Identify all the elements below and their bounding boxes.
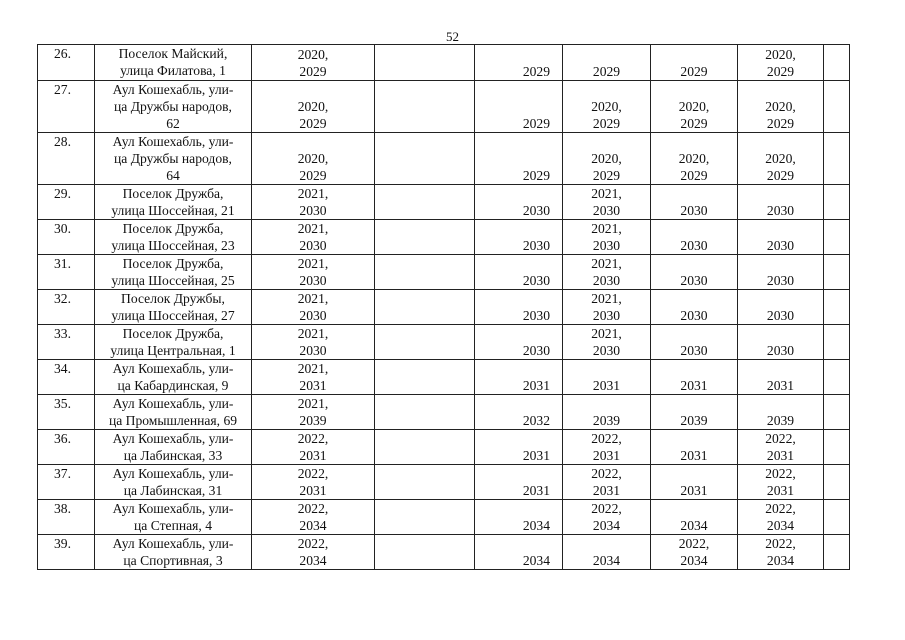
year-cell-text: 2031 — [522, 483, 550, 498]
year-cell — [738, 220, 824, 255]
year-cell-text: 2030 — [766, 308, 795, 323]
blank-cell — [824, 465, 850, 500]
year-cell-text: 2034 — [522, 518, 550, 533]
blank-cell — [824, 255, 850, 290]
table-row — [38, 325, 850, 360]
table-row — [38, 500, 850, 535]
row-number-cell — [38, 325, 95, 360]
year-cell — [738, 430, 824, 465]
years-cell — [252, 430, 375, 465]
year-cell — [475, 81, 563, 133]
year-cell — [563, 360, 651, 395]
year-cell-text: 2020, 2029 — [591, 151, 622, 183]
blank-cell — [375, 255, 475, 290]
years-cell — [252, 395, 375, 430]
blank-cell — [375, 500, 475, 535]
year-cell-text: 2022, 2034 — [591, 501, 622, 533]
year-cell-text: 2031 — [522, 378, 550, 393]
row-number-cell-text: 35. — [54, 396, 71, 411]
year-cell — [563, 325, 651, 360]
year-cell-text: 2030 — [766, 343, 795, 358]
year-cell — [563, 395, 651, 430]
blank-cell — [824, 325, 850, 360]
year-cell — [651, 185, 738, 220]
blank-cell — [824, 500, 850, 535]
table-row — [38, 133, 850, 185]
years-cell-text: 2022, 2031 — [297, 431, 329, 463]
address-cell-text: Поселок Дружба, улица Шоссейная, 23 — [111, 221, 235, 253]
address-cell — [95, 395, 252, 430]
blank-cell — [375, 360, 475, 395]
table-row — [38, 290, 850, 325]
row-number-cell — [38, 290, 95, 325]
year-cell-text: 2020, 2029 — [678, 151, 710, 183]
year-cell-text: 2034 — [680, 518, 708, 533]
table-row — [38, 45, 850, 81]
years-cell — [252, 45, 375, 81]
year-cell — [738, 465, 824, 500]
address-cell — [95, 360, 252, 395]
year-cell-text: 2021, 2030 — [591, 326, 622, 358]
year-cell — [475, 430, 563, 465]
address-cell — [95, 535, 252, 570]
year-cell — [475, 360, 563, 395]
year-cell — [563, 500, 651, 535]
year-cell — [651, 220, 738, 255]
address-cell-text: Аул Кошехабль, ули- ца Промышленная, 69 — [108, 396, 238, 428]
blank-cell — [824, 185, 850, 220]
address-cell-text: Аул Кошехабль, ули- ца Лабинская, 31 — [112, 466, 234, 498]
years-cell-text: 2022, 2034 — [297, 536, 329, 568]
year-cell-text: 2021, 2030 — [591, 291, 622, 323]
year-cell — [651, 430, 738, 465]
row-number-cell — [38, 535, 95, 570]
blank-cell — [824, 395, 850, 430]
years-cell-text: 2021, 2030 — [297, 221, 329, 253]
blank-cell — [824, 535, 850, 570]
year-cell-text: 2029 — [592, 64, 621, 79]
address-cell — [95, 133, 252, 185]
blank-cell — [824, 220, 850, 255]
years-cell — [252, 133, 375, 185]
row-number-cell-text: 29. — [54, 186, 71, 201]
address-cell-text: Аул Кошехабль, ули- ца Степная, 4 — [112, 501, 234, 533]
year-cell — [738, 45, 824, 81]
blank-cell — [375, 290, 475, 325]
row-number-cell-text: 36. — [54, 431, 71, 446]
row-number-cell-text: 33. — [54, 326, 71, 341]
row-number-cell-text: 27. — [54, 82, 71, 97]
blank-cell — [824, 45, 850, 81]
year-cell-text: 2021, 2030 — [591, 256, 622, 288]
year-cell-text: 2030 — [680, 273, 708, 288]
year-cell-text: 2029 — [522, 64, 550, 79]
year-cell — [738, 185, 824, 220]
blank-cell — [375, 535, 475, 570]
years-cell-text: 2021, 2030 — [297, 256, 329, 288]
address-cell-text: Аул Кошехабль, ули- ца Кабардинская, 9 — [112, 361, 234, 393]
blank-cell — [375, 81, 475, 133]
blank-cell — [824, 430, 850, 465]
year-cell — [563, 45, 651, 81]
year-cell — [475, 290, 563, 325]
years-cell — [252, 465, 375, 500]
row-number-cell — [38, 360, 95, 395]
year-cell-text: 2030 — [766, 273, 795, 288]
year-cell-text: 2029 — [680, 64, 708, 79]
year-cell — [475, 45, 563, 81]
year-cell — [738, 500, 824, 535]
address-cell — [95, 290, 252, 325]
address-cell-text: Аул Кошехабль, ули- ца Спортивная, 3 — [112, 536, 234, 568]
year-cell — [563, 133, 651, 185]
year-cell — [738, 535, 824, 570]
year-cell-text: 2022, 2031 — [765, 431, 796, 463]
address-cell — [95, 81, 252, 133]
year-cell — [563, 185, 651, 220]
year-cell — [738, 325, 824, 360]
year-cell-text: 2030 — [680, 203, 708, 218]
blank-cell — [375, 325, 475, 360]
year-cell-text: 2030 — [766, 203, 795, 218]
blank-cell — [824, 133, 850, 185]
blank-cell — [375, 45, 475, 81]
year-cell-text: 2020, 2029 — [765, 47, 796, 79]
years-cell — [252, 535, 375, 570]
row-number-cell-text: 37. — [54, 466, 71, 481]
row-number-cell — [38, 220, 95, 255]
address-cell — [95, 185, 252, 220]
years-cell — [252, 500, 375, 535]
year-cell-text: 2030 — [522, 343, 550, 358]
address-cell — [95, 430, 252, 465]
row-number-cell — [38, 465, 95, 500]
blank-cell — [824, 81, 850, 133]
blank-cell — [375, 133, 475, 185]
address-cell — [95, 465, 252, 500]
year-cell-text: 2030 — [522, 308, 550, 323]
row-number-cell-text: 34. — [54, 361, 71, 376]
address-cell — [95, 45, 252, 81]
row-number-cell-text: 32. — [54, 291, 71, 306]
year-cell-text: 2031 — [522, 448, 550, 463]
year-cell-text: 2030 — [680, 308, 708, 323]
year-cell-text: 2039 — [766, 413, 795, 428]
year-cell — [738, 81, 824, 133]
years-cell — [252, 325, 375, 360]
row-number-cell-text: 39. — [54, 536, 71, 551]
year-cell-text: 2022, 2031 — [591, 466, 622, 498]
year-cell-text: 2022, 2034 — [678, 536, 710, 568]
year-cell-text: 2031 — [680, 483, 708, 498]
year-cell — [475, 185, 563, 220]
year-cell-text: 2031 — [592, 378, 621, 393]
year-cell-text: 2030 — [680, 238, 708, 253]
blank-cell — [375, 395, 475, 430]
address-cell — [95, 255, 252, 290]
year-cell-text: 2031 — [766, 378, 795, 393]
year-cell-text: 2021, 2030 — [591, 186, 622, 218]
year-cell — [475, 220, 563, 255]
year-cell — [651, 255, 738, 290]
year-cell — [563, 81, 651, 133]
years-cell-text: 2022, 2031 — [297, 466, 329, 498]
row-number-cell-text: 31. — [54, 256, 71, 271]
years-cell-text: 2021, 2030 — [297, 326, 329, 358]
years-cell — [252, 290, 375, 325]
table-row — [38, 81, 850, 133]
row-number-cell-text: 30. — [54, 221, 71, 236]
row-number-cell-text: 38. — [54, 501, 71, 516]
year-cell-text: 2031 — [680, 448, 708, 463]
address-cell — [95, 220, 252, 255]
year-cell — [563, 465, 651, 500]
year-cell-text: 2020, 2029 — [765, 99, 796, 131]
page-number: 52 — [446, 29, 459, 44]
year-cell — [738, 395, 824, 430]
years-cell — [252, 81, 375, 133]
years-cell-text: 2020, 2029 — [297, 151, 329, 183]
year-cell — [475, 395, 563, 430]
years-cell — [252, 255, 375, 290]
year-cell-text: 2031 — [680, 378, 708, 393]
year-cell-text: 2020, 2029 — [591, 99, 622, 131]
year-cell-text: 2030 — [680, 343, 708, 358]
address-cell-text: Аул Кошехабль, ули- ца Дружбы народов, 64 — [112, 134, 234, 183]
years-cell-text: 2020, 2029 — [297, 47, 329, 79]
year-cell — [651, 360, 738, 395]
table-row — [38, 430, 850, 465]
year-cell-text: 2034 — [592, 553, 621, 568]
year-cell — [475, 255, 563, 290]
year-cell — [651, 465, 738, 500]
year-cell — [651, 81, 738, 133]
years-cell-text: 2022, 2034 — [297, 501, 329, 533]
row-number-cell — [38, 81, 95, 133]
year-cell-text: 2030 — [766, 238, 795, 253]
year-cell-text: 2029 — [522, 116, 550, 131]
years-cell-text: 2021, 2030 — [297, 186, 329, 218]
years-cell — [252, 220, 375, 255]
table-body — [38, 45, 850, 570]
blank-cell — [375, 430, 475, 465]
address-cell — [95, 325, 252, 360]
blank-cell — [824, 360, 850, 395]
table-row — [38, 395, 850, 430]
schedule-table — [37, 44, 850, 570]
row-number-cell — [38, 133, 95, 185]
address-cell-text: Аул Кошехабль, ули- ца Дружбы народов, 62 — [112, 82, 234, 131]
years-cell-text: 2021, 2031 — [297, 361, 329, 393]
year-cell-text: 2022, 2031 — [765, 466, 796, 498]
year-cell — [738, 133, 824, 185]
year-cell — [651, 395, 738, 430]
year-cell-text: 2022, 2034 — [765, 501, 796, 533]
address-cell — [95, 500, 252, 535]
year-cell — [738, 255, 824, 290]
year-cell-text: 2039 — [592, 413, 621, 428]
year-cell — [651, 325, 738, 360]
year-cell — [651, 535, 738, 570]
year-cell-text: 2030 — [522, 238, 550, 253]
year-cell — [738, 290, 824, 325]
year-cell-text: 2021, 2030 — [591, 221, 622, 253]
address-cell-text: Поселок Дружба, улица Шоссейная, 25 — [111, 256, 235, 288]
year-cell — [475, 465, 563, 500]
blank-cell — [375, 220, 475, 255]
table-row — [38, 220, 850, 255]
row-number-cell — [38, 255, 95, 290]
table-row — [38, 360, 850, 395]
year-cell — [475, 133, 563, 185]
year-cell — [651, 133, 738, 185]
year-cell — [475, 325, 563, 360]
year-cell-text: 2032 — [522, 413, 550, 428]
blank-cell — [375, 465, 475, 500]
address-cell-text: Поселок Дружба, улица Шоссейная, 21 — [111, 186, 235, 218]
years-cell-text: 2020, 2029 — [297, 99, 329, 131]
table-row — [38, 185, 850, 220]
year-cell — [475, 500, 563, 535]
year-cell — [563, 535, 651, 570]
year-cell — [651, 45, 738, 81]
row-number-cell — [38, 45, 95, 81]
year-cell — [651, 500, 738, 535]
year-cell-text: 2034 — [522, 553, 550, 568]
row-number-cell — [38, 500, 95, 535]
year-cell — [563, 255, 651, 290]
years-cell — [252, 185, 375, 220]
years-cell-text: 2021, 2039 — [297, 396, 329, 428]
address-cell-text: Поселок Дружба, улица Центральная, 1 — [110, 326, 236, 358]
year-cell-text: 2022, 2031 — [591, 431, 622, 463]
table-row — [38, 535, 850, 570]
year-cell-text: 2039 — [680, 413, 708, 428]
year-cell — [563, 290, 651, 325]
year-cell — [563, 220, 651, 255]
year-cell — [651, 290, 738, 325]
address-cell-text: Поселок Дружбы, улица Шоссейная, 27 — [111, 291, 235, 323]
year-cell-text: 2020, 2029 — [765, 151, 796, 183]
year-cell-text: 2029 — [522, 168, 550, 183]
row-number-cell-text: 26. — [54, 46, 71, 61]
row-number-cell — [38, 395, 95, 430]
year-cell-text: 2030 — [522, 273, 550, 288]
address-cell-text: Аул Кошехабль, ули- ца Лабинская, 33 — [112, 431, 234, 463]
row-number-cell — [38, 430, 95, 465]
year-cell — [475, 535, 563, 570]
table-row — [38, 465, 850, 500]
row-number-cell — [38, 185, 95, 220]
table-row — [38, 255, 850, 290]
row-number-cell-text: 28. — [54, 134, 71, 149]
address-cell-text: Поселок Майский, улица Филатова, 1 — [118, 46, 228, 78]
years-cell-text: 2021, 2030 — [297, 291, 329, 323]
year-cell-text: 2020, 2029 — [678, 99, 710, 131]
blank-cell — [375, 185, 475, 220]
year-cell-text: 2022, 2034 — [765, 536, 796, 568]
year-cell-text: 2030 — [522, 203, 550, 218]
year-cell — [738, 360, 824, 395]
years-cell — [252, 360, 375, 395]
blank-cell — [824, 290, 850, 325]
year-cell — [563, 430, 651, 465]
